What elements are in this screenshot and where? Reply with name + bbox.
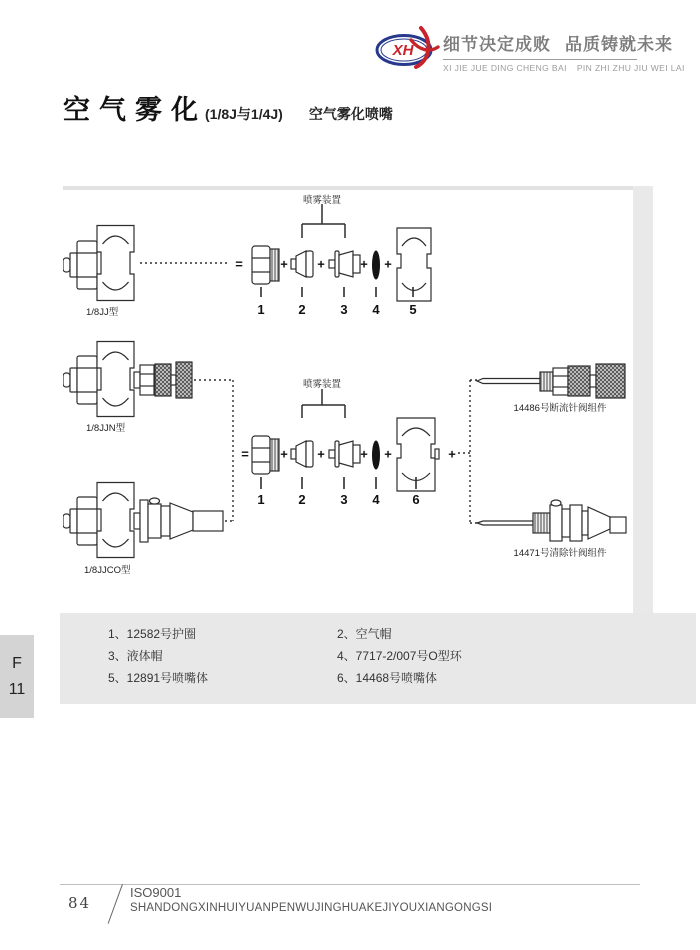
xh-logo — [374, 22, 442, 72]
spray-device-label-row2: 喷雾装置 — [302, 379, 342, 390]
plus-sign: + — [384, 446, 392, 462]
part-number: 4 — [372, 302, 380, 317]
number-ticks-row2 — [261, 477, 416, 489]
part-number: 1 — [257, 302, 265, 317]
part-number: 3 — [340, 302, 348, 317]
header-divider — [443, 59, 637, 60]
part-number: 3 — [340, 492, 348, 507]
parts-list-band — [60, 613, 696, 704]
parts-row1-drawing — [252, 228, 431, 301]
plus-sign: + — [280, 446, 288, 462]
section-tab-f11 — [0, 635, 34, 718]
part6-body-drawing — [397, 418, 439, 491]
page-title: 空气雾化 — [63, 95, 207, 125]
part-number: 6 — [412, 492, 420, 507]
header-slogan — [443, 30, 687, 55]
pinyin-part2: PIN ZHI ZHU JIU WEI LAI — [576, 63, 685, 73]
parts-list-item: 6、14468号喷嘴体 — [337, 671, 438, 685]
spray-bracket-row1 — [302, 204, 345, 238]
part-number: 4 — [372, 492, 380, 507]
spray-device-label-row1: 喷雾装置 — [302, 195, 342, 206]
part-number: 2 — [298, 302, 306, 317]
nozzle-18jjco-drawing — [63, 483, 223, 558]
dashed-link-row2 — [194, 380, 233, 521]
logo-text: XH — [392, 42, 414, 59]
model-label-18jj: 1/8JJ型 — [86, 307, 119, 318]
plus-sign: + — [384, 256, 392, 272]
part-number: 2 — [298, 492, 306, 507]
nozzle-18jjn-drawing — [63, 342, 192, 417]
equals-sign-row1: = — [235, 256, 243, 272]
parts-list-item: 2、空气帽 — [337, 627, 392, 641]
number-ticks-row1 — [261, 287, 413, 297]
section-tab-letter: F — [12, 655, 22, 672]
parts-list-item: 4、7717-2/007号O型环 — [337, 649, 462, 663]
page-number: 84 — [68, 894, 92, 912]
plus-sign: + — [317, 256, 325, 272]
part5-body-drawing — [397, 228, 431, 301]
plus-sign: + — [280, 256, 288, 272]
dashed-link-assemblies — [458, 380, 477, 523]
plus-sign: + — [360, 446, 368, 462]
section-tab-number: 11 — [8, 680, 26, 698]
part-number: 1 — [257, 492, 265, 507]
slogan-part1: 细节决定成败 — [443, 35, 551, 54]
parts-list-item: 3、液体帽 — [108, 649, 163, 663]
equals-sign-row2: = — [241, 446, 249, 462]
parts-list-item: 5、12891号喷嘴体 — [108, 671, 209, 685]
pinyin-part1: XI JIE JUE DING CHENG BAI — [443, 63, 567, 73]
assembly-14486-drawing — [477, 364, 625, 398]
assembly-14471-drawing — [477, 500, 626, 541]
part-number: 5 — [409, 302, 417, 317]
model-label-18jjn: 1/8JJN型 — [86, 423, 126, 434]
spray-bracket-row2 — [302, 389, 345, 418]
slogan-part2: 品质铸就未来 — [565, 35, 673, 54]
title-subtitle: 空气雾化喷嘴 — [308, 106, 393, 122]
nozzle-18jj-drawing — [63, 226, 134, 301]
assembly-14471-label: 14471号清除针阀组件 — [513, 548, 607, 559]
title-size-note: (1/8J与1/4J) — [205, 106, 283, 122]
plus-sign: + — [360, 256, 368, 272]
assembly-14486-label: 14486号断流针阀组件 — [513, 403, 607, 414]
parts-list-item: 1、12582号护圈 — [108, 627, 197, 641]
plus-sign: + — [448, 446, 456, 462]
header-pinyin — [443, 63, 695, 73]
footer-company-name: SHANDONGXINHUIYUANPENWUJINGHUAKEJIYOUXIANGONGSI — [130, 902, 493, 914]
diagram-right-strip — [633, 186, 653, 613]
plus-sign: + — [317, 446, 325, 462]
model-label-18jjco: 1/8JJCO型 — [84, 565, 131, 576]
title-row — [63, 88, 393, 127]
footer-iso-cert: ISO9001 — [130, 885, 182, 900]
footer-slash — [108, 884, 123, 924]
